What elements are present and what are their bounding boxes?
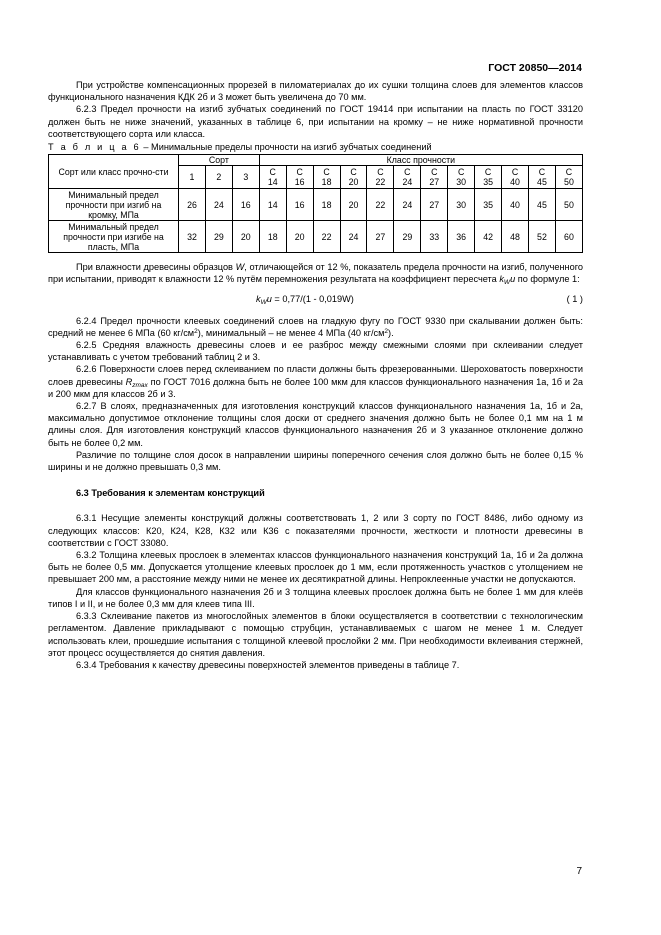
table-cell: 35	[475, 189, 502, 221]
table-cell: 45	[528, 189, 555, 221]
table-6-caption-label: Т а б л и ц а 6	[48, 142, 141, 153]
paragraph-6-3-2: 6.3.2 Толщина клеевых прослоек в элементах классов функционального назначения конструкций 1а, 1б и 2а должна быть не более 0,5 мм. Допускается утолщение клеевых прослоек до 1 мм, если протяженность участков с утолщением не превышает 200 мм, а расстояние между ними не менее их десятикратной длины. Непроклеенные участки не допускаются.	[48, 550, 583, 585]
paragraph-6-2-3: 6.2.3 Предел прочности на изгиб зубчатых соединений по ГОСТ 19414 при испытании на пласть по ГОСТ 33120 должен быть не ниже значений, указанных в таблице 6, при испытании на кромку – не ниже нормативной прочности соответствующего сорта или класса.	[48, 104, 583, 139]
table-class-col: С 27	[421, 166, 448, 189]
table-cell: 42	[475, 221, 502, 253]
table-cell: 16	[232, 189, 259, 221]
paragraph-6-2-7: 6.2.7 В слоях, предназначенных для изготовления конструкций классов функционального назначения 1а, 1б и 2а, максимально допустимое отклонение толщины слоя доски от среднего значения должно быть не более 0,1 мм на 1 м длины слоя. Для изготовления конструкций классов функционального назначения 2б и 3 указанное отклонение должно быть не более 0,2 мм.	[48, 401, 583, 448]
table-cell: 22	[313, 221, 340, 253]
table-class-col: С 16	[286, 166, 313, 189]
table-cell: 32	[179, 221, 206, 253]
table-class-col: С 50	[555, 166, 582, 189]
paragraph-6-3-3: 6.3.3 Склеивание пакетов из многослойных элементов в блоки осуществляется в соответствии с технологическим регламентом. Давление прикладывают с помощью струбцин, устанавливаемых с шагом не менее 1 м. Следует использовать клеи, прошедшие испытания с толщиной клеевой прослойки 2 мм. При необходимости вклеивания стержней, этот процесс осуществляется до снятия давления.	[48, 611, 583, 658]
section-heading-6-3: 6.3 Требования к элементам конструкций	[76, 488, 265, 499]
table-row-label: Минимальный предел прочности при изгибе на пласть, МПа	[49, 221, 179, 253]
table-class-col: С 40	[502, 166, 529, 189]
table-cell: 24	[205, 189, 232, 221]
table-row-label: Минимальный предел прочности при изгиб на кромку, МПа	[49, 189, 179, 221]
table-row	[49, 189, 583, 221]
table-class-col: С 35	[475, 166, 502, 189]
table-cell: 60	[555, 221, 582, 253]
table-sort-col: 2	[205, 166, 232, 189]
table-class-col: С 14	[259, 166, 286, 189]
table-header-row-1	[49, 155, 583, 166]
table-cell: 20	[232, 221, 259, 253]
table-cell: 27	[367, 221, 394, 253]
paragraph-6-3-4: 6.3.4 Требования к качеству древесины поверхностей элементов приведены в таблице 7.	[76, 659, 460, 670]
table-sort-col: 1	[179, 166, 206, 189]
paragraph-moisture: При влажности древесины образцов W, отличающейся от 12 %, показатель предела прочности на изгиб, полученного при испытании, приводят к влажности 12 % путём перемножения результата на коэффициент пересчета $k_Wu$ по формуле 1:	[48, 262, 584, 287]
table-6	[48, 154, 583, 253]
formula-expression: $k_Wu = 0,77/(1 - 0,019W)$	[256, 293, 354, 306]
table-cell: 24	[340, 221, 367, 253]
paragraph-glue-lines: Для классов функционального назначения 2б и 3 толщина клеевых прослоек должна быть не более 1 мм для клеёв типов I и II, и не более 0,3 мм для клеев типа III.	[48, 586, 583, 609]
table-6-caption-text: – Минимальные пределы прочности на изгиб зубчатых соединений	[140, 142, 432, 153]
table-cell: 26	[179, 189, 206, 221]
table-cell: 29	[394, 221, 421, 253]
paragraph-6-2-4: 6.2.4 Предел прочности клеевых соединений слоев на гладкую фугу по ГОСТ 9330 при скалывании должен быть: средний не менее 6 МПа (60 $кг/см^2$), минимальный – не менее 4 МПа (40 $кг/см^2$).	[48, 315, 583, 338]
table-class-header: Класс прочности	[259, 155, 582, 166]
formula-number: ( 1 )	[566, 293, 583, 304]
table-class-col: С 45	[528, 166, 555, 189]
table-cell: 48	[502, 221, 529, 253]
table-cell: 14	[259, 189, 286, 221]
table-class-col: С 24	[394, 166, 421, 189]
table-cell: 22	[367, 189, 394, 221]
table-cell: 27	[421, 189, 448, 221]
page-number: 7	[576, 866, 582, 877]
paragraph-compensation-cuts: При устройстве компенсационных прорезей в пиломатериалах до их сушки толщина слоев для элементов классов функционального назначения КДК 2б и 3 может быть увеличена до 70 мм.	[48, 80, 583, 103]
table-cell: 50	[555, 189, 582, 221]
paragraph-thickness-difference: Различие по толщине слоя досок в направлении ширины поперечного сечения слоя должно быть не более 0,15 % ширины и не должно превышать 0,3 мм.	[48, 449, 583, 473]
formula-1	[48, 293, 583, 307]
table-class-col: С 22	[367, 166, 394, 189]
table-class-col: С 30	[448, 166, 475, 189]
document-header: ГОСТ 20850—2014	[488, 62, 582, 74]
table-cell: 20	[286, 221, 313, 253]
table-class-col: С 20	[340, 166, 367, 189]
paragraph-6-2-6: 6.2.6 Поверхности слоев перед склеиванием по пласти должны быть фрезерованными. Шероховатость поверхности слоев древесины $R_{zmax}$ по ГОСТ 7016 должна быть не более 100 мкм для классов функционального назначения 1а, 1б и 2а и 200 мкм для классов 2б и 3.	[48, 364, 583, 399]
table-cell: 30	[448, 189, 475, 221]
table-sort-header: Сорт	[179, 155, 260, 166]
table-cell: 24	[394, 189, 421, 221]
document-body	[48, 79, 583, 671]
table-cell: 20	[340, 189, 367, 221]
table-col-label-header: Сорт или класс прочно-сти	[49, 155, 179, 189]
table-cell: 52	[528, 221, 555, 253]
paragraph-6-3-1: 6.3.1 Несущие элементы конструкций должны соответствовать 1, 2 или 3 сорту по ГОСТ 8486, либо одному из следующих классов: К20, К24, К28, К32 или К36 с показателями прочности, жесткости и плотности древесины в соответствии с ГОСТ 33080.	[48, 513, 583, 548]
table-sort-col: 3	[232, 166, 259, 189]
paragraph-6-2-5: 6.2.5 Средняя влажность древесины слоев и ее разброс между смежными слоями при склеивании следует устанавливать с учетом требований таблиц 2 и 3.	[48, 340, 583, 363]
table-6-caption	[48, 141, 583, 153]
table-cell: 18	[313, 189, 340, 221]
table-cell: 16	[286, 189, 313, 221]
table-row	[49, 221, 583, 253]
table-cell: 33	[421, 221, 448, 253]
table-class-col: С 18	[313, 166, 340, 189]
table-cell: 18	[259, 221, 286, 253]
table-cell: 40	[502, 189, 529, 221]
table-cell: 29	[205, 221, 232, 253]
table-cell: 36	[448, 221, 475, 253]
